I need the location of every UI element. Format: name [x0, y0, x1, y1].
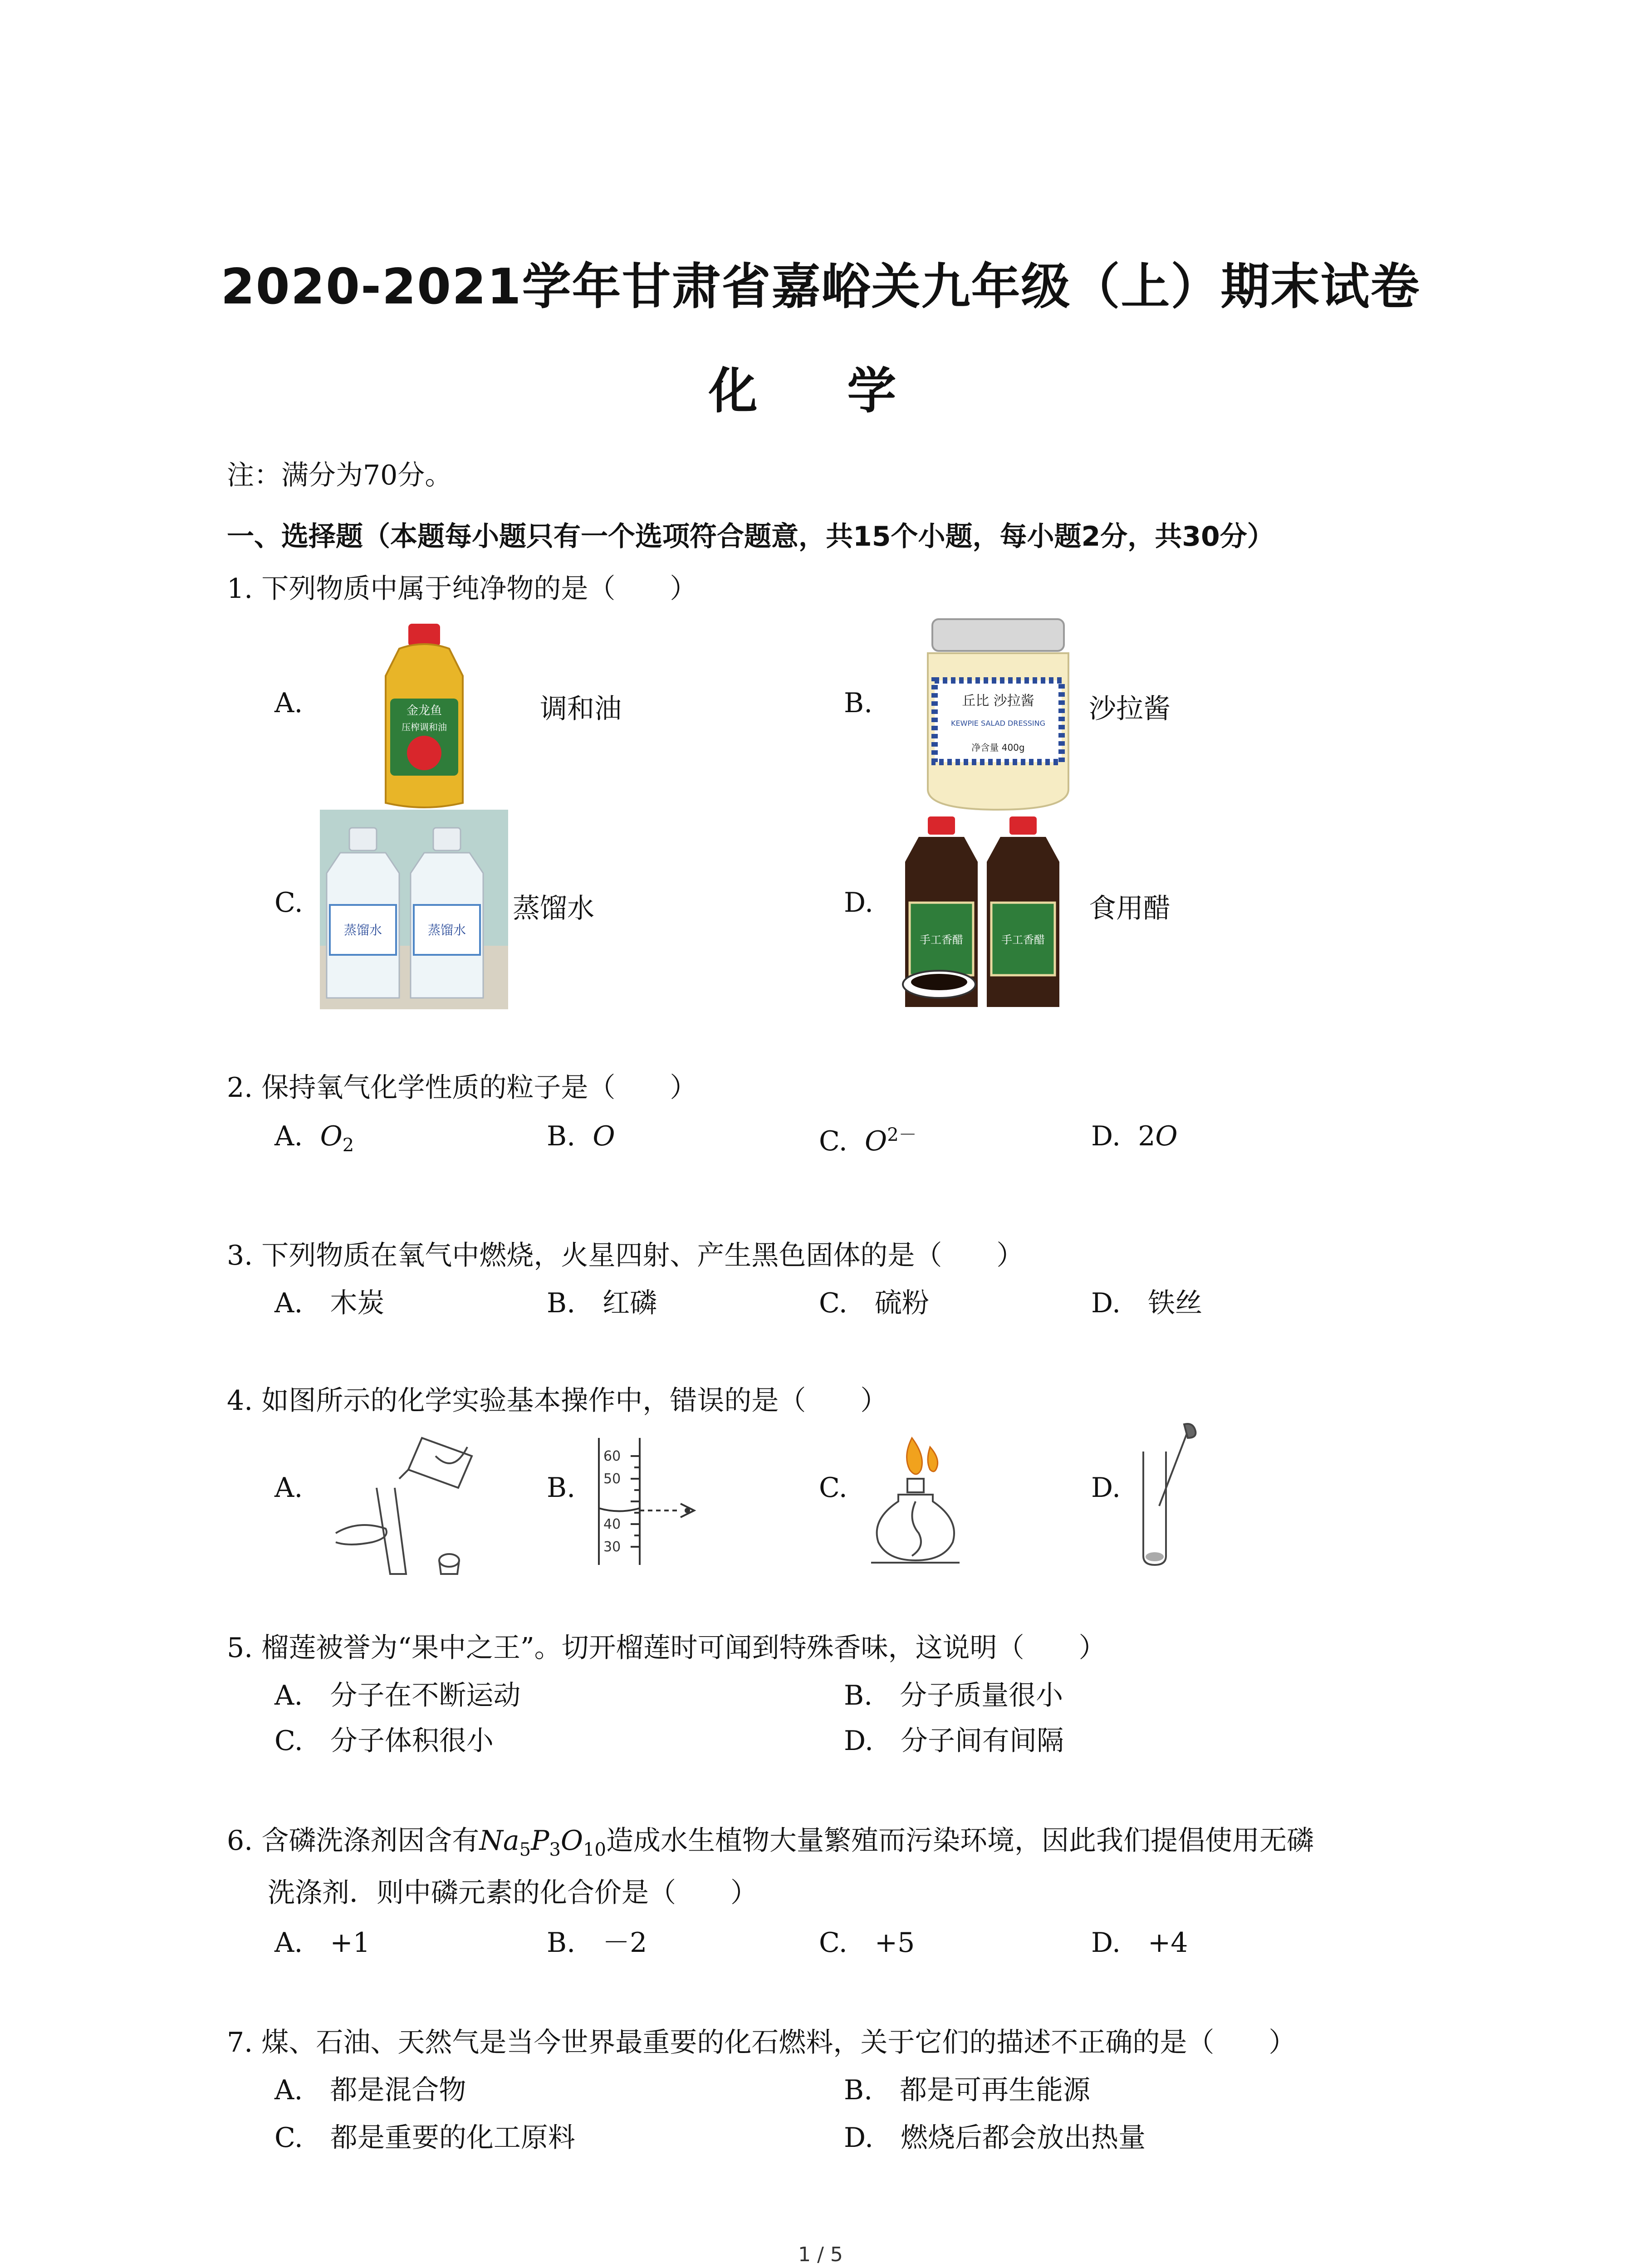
q3-option-d: D. 铁丝: [1091, 1287, 1203, 1319]
q3-option-c: C. 硫粉: [819, 1287, 929, 1319]
q2-option-d-symbol: O: [1155, 1120, 1178, 1152]
q6-stem-post: 造成水生植物大量繁殖而污染环境，因此我们提倡使用无磷: [606, 1825, 1314, 1857]
question-2-stem: 2. 保持氧气化学性质的粒子是（ ）: [227, 1072, 697, 1104]
mayo-label-text: 丘比 沙拉酱: [962, 693, 1034, 709]
q6-option-a: A. +1: [274, 1927, 370, 1959]
q7-option-a: A. 都是混合物: [274, 2074, 466, 2106]
q6-formula-na-count: 5: [519, 1839, 531, 1860]
mayo-sub-text: KEWPIE SALAD DRESSING: [951, 719, 1045, 728]
q2-option-d: [1091, 1120, 1178, 1152]
q1-option-c-text: 蒸馏水: [513, 893, 594, 924]
q6-formula-p-count: 3: [549, 1839, 561, 1860]
question-6-stem: [227, 1819, 1314, 1860]
q2-option-d-letter: D.: [1091, 1120, 1121, 1152]
page-number: 1 / 5: [798, 2243, 843, 2266]
q2-option-b-letter: B.: [547, 1120, 576, 1152]
q6-formula-p: P: [531, 1825, 549, 1857]
vinegar-bottles-image: [901, 812, 1073, 1012]
distilled-water-bottles-image: [320, 810, 508, 1009]
q1-option-b-text: 沙拉酱: [1089, 693, 1171, 725]
score-note: 注：满分为70分。: [227, 459, 452, 491]
question-3-stem: 3. 下列物质在氧气中燃烧，火星四射、产生黑色固体的是（ ）: [227, 1240, 1024, 1271]
cylinder-tick-30: 30: [603, 1539, 621, 1555]
graduated-cylinder-reading-diagram: [590, 1433, 708, 1569]
q6-stem-pre: 6. 含磷洗涤剂因含有: [227, 1825, 480, 1857]
mayo-net-text: 净含量 400g: [971, 742, 1025, 753]
alcohol-lamp-lighting-diagram: [862, 1429, 971, 1569]
vinegar-label-text-1: 手工香醋: [920, 934, 963, 946]
q1-option-a-letter: A.: [274, 687, 303, 719]
q1-option-d-text: 食用醋: [1089, 893, 1171, 924]
q5-option-b: B. 分子质量很小: [844, 1680, 1063, 1711]
question-6-stem-line2: 洗涤剂．则中磷元素的化合价是（ ）: [268, 1877, 758, 1909]
q4-option-c-letter: C.: [819, 1472, 847, 1504]
q7-option-b: B. 都是可再生能源: [844, 2074, 1091, 2106]
question-4-stem: 4. 如图所示的化学实验基本操作中，错误的是（ ）: [227, 1385, 888, 1417]
q4-option-d-letter: D.: [1091, 1472, 1121, 1504]
q2-option-c-letter: C.: [819, 1125, 847, 1157]
q3-option-a: A. 木炭: [274, 1287, 385, 1319]
q6-option-b: B. －2: [547, 1927, 647, 1959]
question-5-stem: 5. 榴莲被誉为“果中之王”。切开榴莲时可闻到特殊香味，这说明（ ）: [227, 1632, 1106, 1664]
dropper-test-tube-diagram: [1134, 1420, 1207, 1569]
q1-option-c-letter: C.: [274, 887, 303, 919]
q2-option-c-superscript: 2－: [887, 1124, 917, 1145]
subject-title: 化 学: [708, 363, 933, 420]
q2-option-c-symbol: O: [865, 1125, 887, 1157]
q2-option-b: [547, 1120, 615, 1152]
q6-option-d: D. +4: [1091, 1927, 1188, 1959]
q1-option-d-letter: D.: [844, 887, 874, 919]
q2-option-d-coefficient: 2: [1138, 1120, 1156, 1152]
question-1-stem: 1. 下列物质中属于纯净物的是（ ）: [227, 573, 697, 605]
q7-option-c: C. 都是重要的化工原料: [274, 2122, 575, 2154]
water-label-text-1: 蒸馏水: [343, 923, 382, 938]
q2-option-c: [819, 1120, 917, 1157]
section-heading-1: 一、选择题（本题每小题只有一个选项符合题意，共15个小题，每小题2分，共30分）: [227, 521, 1274, 552]
q2-option-b-symbol: O: [593, 1120, 615, 1152]
q6-formula-o-count: 10: [583, 1839, 606, 1860]
oil-brand-text: 金龙鱼: [406, 704, 442, 718]
q4-option-b-letter: B.: [547, 1472, 576, 1504]
page-title: 2020-2021学年甘肃省嘉峪关九年级（上）期末试卷: [220, 259, 1421, 315]
q1-option-b-letter: B.: [844, 687, 873, 719]
q4-option-a-letter: A.: [274, 1472, 303, 1504]
q7-option-d: D. 燃烧后都会放出热量: [844, 2122, 1146, 2154]
q2-option-a-subscript: 2: [342, 1135, 354, 1156]
cylinder-tick-50: 50: [603, 1471, 621, 1487]
cooking-oil-bottle-image: [372, 621, 476, 812]
q5-option-d: D. 分子间有间隔: [844, 1725, 1064, 1757]
q2-option-a: [274, 1120, 354, 1156]
cylinder-tick-40: 40: [603, 1516, 621, 1532]
oil-label-text: 压榨调和油: [402, 722, 447, 733]
q6-option-c: C. +5: [819, 1927, 915, 1959]
q5-option-a: A. 分子在不断运动: [274, 1680, 521, 1711]
vinegar-label-text-2: 手工香醋: [1001, 934, 1045, 946]
q6-formula-o: O: [560, 1825, 583, 1857]
cylinder-tick-60: 60: [603, 1448, 621, 1464]
q2-option-a-letter: A.: [274, 1120, 303, 1152]
q1-option-a-text: 调和油: [540, 693, 622, 725]
question-7-stem: 7. 煤、石油、天然气是当今世界最重要的化石燃料，关于它们的描述不正确的是（ ）: [227, 2027, 1296, 2058]
water-label-text-2: 蒸馏水: [427, 923, 466, 938]
q5-option-c: C. 分子体积很小: [274, 1725, 494, 1757]
salad-dressing-jar-image: [921, 617, 1075, 812]
pouring-liquid-diagram: [322, 1429, 495, 1579]
q3-option-b: B. 红磷: [547, 1287, 657, 1319]
q6-formula-na: Na: [479, 1825, 519, 1857]
q2-option-a-symbol: O: [320, 1120, 343, 1152]
